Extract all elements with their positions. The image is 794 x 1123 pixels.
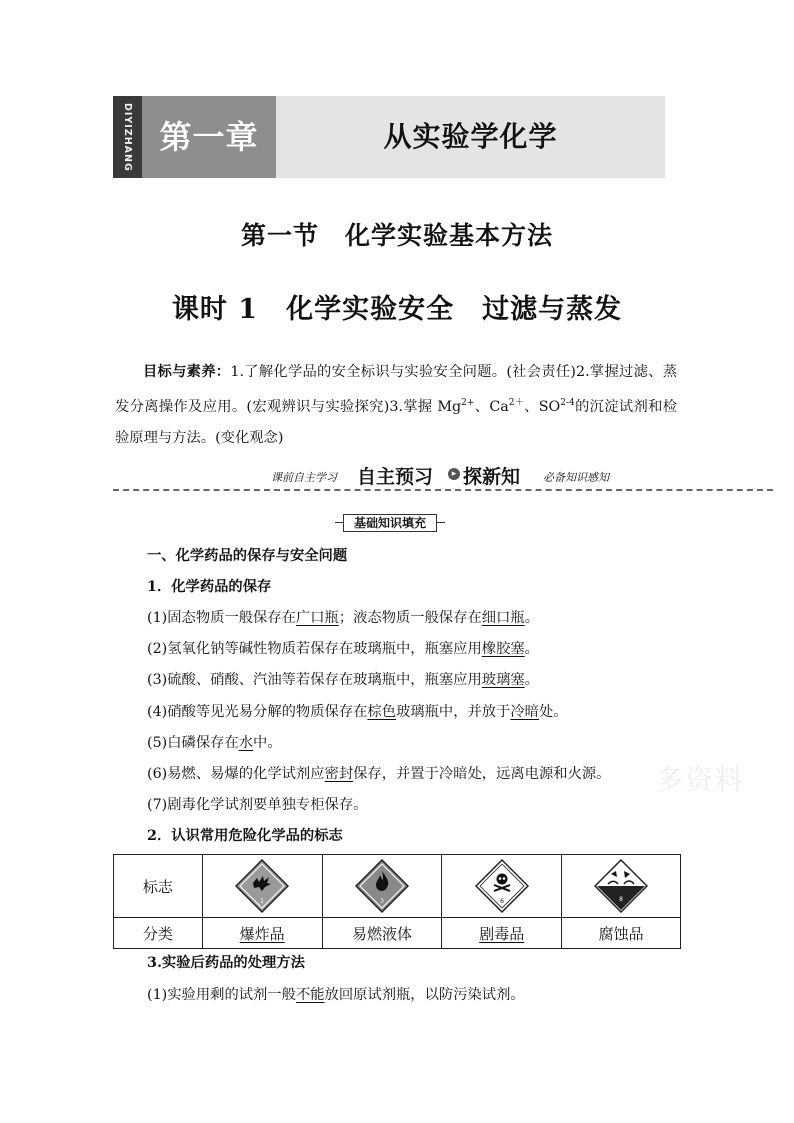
category-toxic: 剧毒品 xyxy=(479,924,525,943)
preview-main-title-2: 探新知 xyxy=(463,466,521,488)
objectives-prefix: 目标与素养： xyxy=(143,364,231,380)
item-text: (5)白磷保存在 xyxy=(147,735,239,751)
table-cell xyxy=(562,918,681,949)
chapter-side-tab: DIYIZHANG xyxy=(113,96,142,178)
item-text: 。 xyxy=(524,672,539,688)
item-text: 玻璃瓶中，并放于 xyxy=(396,704,511,720)
item-text: 中。 xyxy=(253,735,282,751)
table-row-label: 标志 xyxy=(114,855,203,918)
item-text: ；液态物质一般保存在 xyxy=(338,610,482,626)
hazard-class-number: 8 xyxy=(619,896,623,903)
objectives-text: 、SO xyxy=(524,398,561,415)
list-item xyxy=(147,701,568,721)
watermark: 多资料 xyxy=(655,763,746,796)
chapter-label: 第一章 xyxy=(142,96,276,178)
item-text: (6)易燃、易爆的化学试剂应 xyxy=(147,766,325,782)
table-cell xyxy=(202,855,322,918)
list-item xyxy=(147,638,539,658)
section-title: 第一节 化学实验基本方法 xyxy=(240,221,553,250)
heading-1: 一、化学药品的保存与安全问题 xyxy=(147,548,348,564)
objectives-text: 1.了解化学品的安全标识与实验安全问题。(社会责任)2.掌握过滤、蒸发分离操作及应用。(宏观辨识与实验探究)3.掌握 Mg xyxy=(115,364,677,415)
dashed-divider xyxy=(113,489,773,491)
arrow-icon: ▸ xyxy=(448,468,460,480)
so4-charge: 2-4 xyxy=(560,398,575,408)
list-item xyxy=(147,984,525,1004)
item-text: (1)固态物质一般保存在 xyxy=(147,610,296,626)
mg-charge: 2+ xyxy=(461,398,475,408)
hazard-symbol-table xyxy=(113,854,681,949)
table-cell xyxy=(442,855,562,918)
blank-answer: 冷暗 xyxy=(510,704,539,720)
item-text: 处。 xyxy=(538,704,568,720)
item-text: (3)硫酸、硝酸、汽油等若保存在玻璃瓶中，瓶塞应用 xyxy=(147,672,482,688)
chapter-banner xyxy=(113,96,665,178)
table-row-label: 分类 xyxy=(114,918,203,949)
subheading-2: 2．认识常用危险化学品的标志 xyxy=(147,828,343,844)
chapter-title: 从实验学化学 xyxy=(276,96,665,178)
ca-charge: 2＋ xyxy=(508,398,525,408)
blank-answer: 棕色 xyxy=(367,704,397,720)
objectives-paragraph xyxy=(115,357,677,454)
lesson-title: 课时 1 化学实验安全 过滤与蒸发 xyxy=(171,294,623,325)
blank-answer: 广口瓶 xyxy=(295,610,339,626)
table-row xyxy=(114,855,681,918)
list-item xyxy=(147,669,539,689)
explosive-hazard-icon xyxy=(235,859,289,913)
item-text: 保存，并置于冷暗处，远离电源和火源。 xyxy=(353,766,611,782)
item-text: (4)硝酸等见光易分解的物质保存在 xyxy=(147,704,368,720)
table-cell xyxy=(562,855,681,918)
blank-answer: 橡胶塞 xyxy=(481,641,525,657)
category-explosive: 爆炸品 xyxy=(239,924,285,943)
blank-answer: 密封 xyxy=(324,766,354,782)
item-text: (2)氢氧化钠等碱性物质若保存在玻璃瓶中，瓶塞应用 xyxy=(147,641,482,657)
table-cell xyxy=(202,918,322,949)
blank-answer: 细口瓶 xyxy=(481,610,525,626)
table-cell xyxy=(322,918,442,949)
table-row xyxy=(114,918,681,949)
table-cell xyxy=(322,855,442,918)
blank-answer: 玻璃塞 xyxy=(481,672,525,688)
table-cell xyxy=(442,918,562,949)
subheading-3: 3.实验后药品的处理方法 xyxy=(147,955,305,971)
preview-right-caption: 必备知识感知 xyxy=(543,471,609,484)
hazard-class-number: 6 xyxy=(499,898,504,905)
flammable-liquid-icon xyxy=(355,859,409,913)
item-text: 。 xyxy=(524,610,539,626)
blank-answer: 水 xyxy=(238,735,254,751)
category-flammable-liquid: 易燃液体 xyxy=(351,924,412,943)
objectives-text: 、Ca xyxy=(474,398,509,415)
category-corrosive: 腐蚀品 xyxy=(598,924,644,943)
list-item xyxy=(147,607,539,627)
preview-main-title: 自主预习 xyxy=(357,466,434,488)
item-text: (7)剧毒化学试剂要单独专柜保存。 xyxy=(147,797,368,813)
hazard-class-number: 1 xyxy=(260,898,265,905)
objectives-text: 的沉淀试剂和检验原理与方法。(变化观念) xyxy=(115,398,677,446)
item-text: 放回原试剂瓶，以防污染试剂。 xyxy=(324,987,525,1003)
blank-answer: 不能 xyxy=(295,987,325,1003)
knowledge-tag: 基础知识填充 xyxy=(343,514,437,532)
corrosive-hazard-icon xyxy=(594,859,648,913)
item-text: (1)实验用剩的试剂一般 xyxy=(147,987,296,1003)
list-item xyxy=(147,794,367,814)
item-text: 。 xyxy=(524,641,539,657)
list-item xyxy=(147,763,610,783)
subheading-1: 1．化学药品的保存 xyxy=(147,579,272,595)
hazard-class-number: 3 xyxy=(380,898,384,905)
toxic-skull-icon xyxy=(475,859,529,913)
preview-left-caption: 课前自主学习 xyxy=(271,471,337,484)
preview-banner xyxy=(113,462,773,490)
list-item xyxy=(147,732,282,752)
